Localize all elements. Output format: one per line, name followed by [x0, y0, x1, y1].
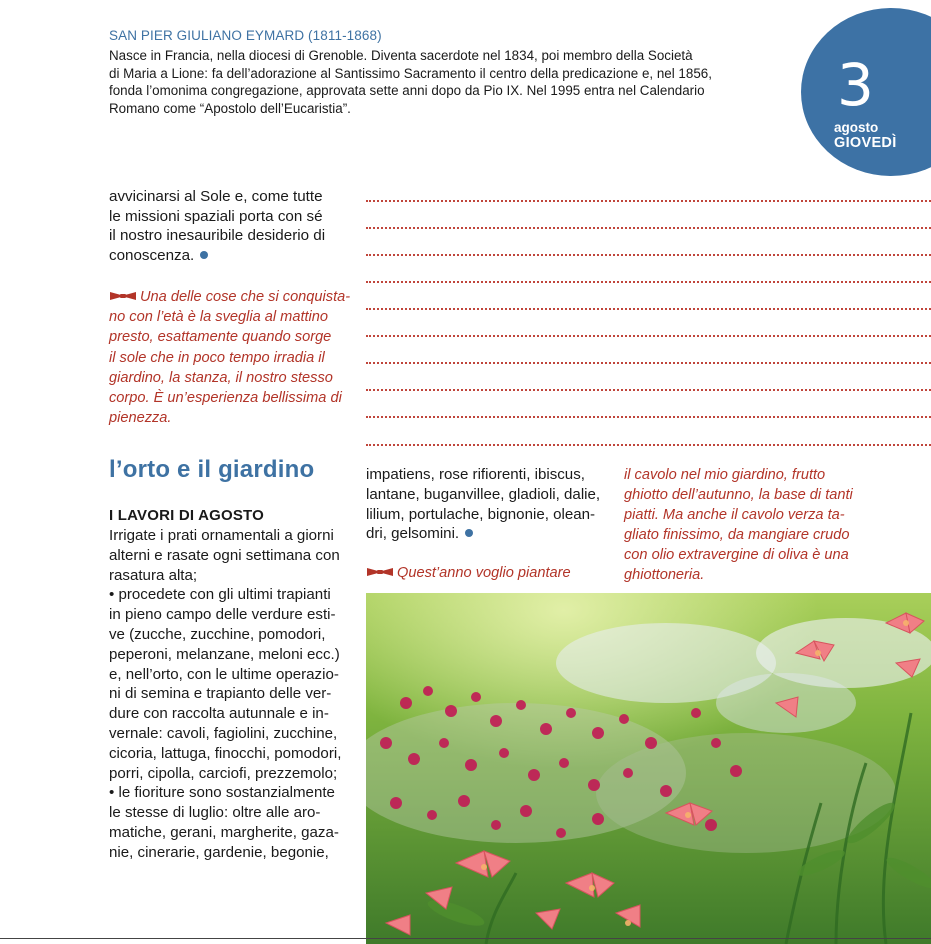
- note-line: [366, 227, 931, 229]
- note-line: [366, 362, 931, 364]
- text-line: peperoni, melanzane, meloni ecc.): [109, 645, 340, 663]
- text-line: [109, 246, 349, 266]
- bullet-dot-icon: [200, 251, 208, 259]
- quote-line: con olio extravergine di oliva è una: [624, 547, 849, 563]
- month-label: agosto: [834, 120, 879, 135]
- text-line: alterni e rasate ogni settimana con: [109, 546, 340, 564]
- note-line: [366, 200, 931, 202]
- saint-line: fonda l’omonima congregazione, approvata sette anni dopo da Pio IX. Nel 1995 entra nel Calendario: [109, 83, 705, 99]
- saint-heading: SAN PIER GIULIANO EYMARD (1811-1868): [109, 28, 382, 43]
- garden-flowers-illustration: [366, 593, 931, 944]
- text-line: porri, cipolla, carciofi, prezzemolo;: [109, 764, 338, 782]
- bullet-dot-icon: [465, 529, 473, 537]
- note-line: [366, 444, 931, 446]
- text-line: in pieno campo delle verdure esti-: [109, 606, 336, 624]
- quote-mid-content: Quest’anno voglio piantare: [397, 565, 571, 581]
- note-line: [366, 416, 931, 418]
- text-line: matiche, gerani, margherite, gaza-: [109, 823, 339, 841]
- intro-text: [109, 187, 349, 265]
- quote-line: il sole che in poco tempo irradia il: [109, 349, 325, 366]
- quote-line: il cavolo nel mio giardino, frutto: [624, 467, 826, 483]
- quote-line: pienezza.: [109, 410, 172, 427]
- subheading: I LAVORI DI AGOSTO: [109, 507, 264, 524]
- text-line: rasatura alta;: [109, 566, 198, 584]
- quote-line: ghiotto dell’autunno, la base di tanti: [624, 487, 853, 503]
- mid-text: [366, 465, 611, 544]
- note-line: [366, 389, 931, 391]
- text-line: dure con raccolta autunnale e in-: [109, 705, 329, 723]
- quote-line: [109, 287, 354, 307]
- text-line: e, nell’orto, con le ultime operazio-: [109, 665, 339, 683]
- text-line: cicoria, lattuga, finocchi, pomodori,: [109, 744, 342, 762]
- text-line: [366, 524, 611, 544]
- garden-flowers-photo: [366, 593, 931, 944]
- quote-line: no con l’età è la sveglia al mattino: [109, 309, 329, 326]
- note-line: [366, 335, 931, 337]
- bow-tie-icon: [366, 567, 394, 577]
- text-line: Irrigate i prati ornamentali a giorni: [109, 527, 334, 544]
- text-line: le missioni spaziali porta con sé: [109, 207, 323, 225]
- text-line: avvicinarsi al Sole e, come tutte: [109, 188, 323, 205]
- text-line: vernale: cavoli, fagiolini, zucchine,: [109, 724, 338, 742]
- quote-line: presto, esattamente quando sorge: [109, 329, 332, 346]
- text-line: le stesse di luglio: oltre alle aro-: [109, 804, 321, 822]
- text-line: • procedete con gli ultimi trapianti: [109, 586, 331, 604]
- bottom-rule: [0, 938, 931, 939]
- text-line: ni di semina e trapianto delle ver-: [109, 685, 332, 703]
- quote-left: [109, 287, 354, 428]
- note-line: [366, 254, 931, 256]
- saint-line: Nasce in Francia, nella diocesi di Grenoble. Diventa sacerdote nel 1834, poi membro della Società: [109, 48, 693, 63]
- day-number: 3: [837, 51, 874, 119]
- section-title: l’orto e il giardino: [109, 456, 315, 483]
- note-line: [366, 308, 931, 310]
- date-badge: [801, 8, 931, 176]
- quote-line: piatti. Ma anche il cavolo verza ta-: [624, 507, 845, 523]
- note-line: [366, 281, 931, 283]
- text-line: lantane, buganvillee, gladioli, dalie,: [366, 485, 601, 503]
- saint-description: [109, 47, 774, 117]
- saint-line: Romano come “Apostolo dell’Eucaristia”.: [109, 100, 351, 116]
- bow-tie-icon: [109, 291, 137, 301]
- text-line: impatiens, rose rifiorenti, ibiscus,: [366, 466, 585, 483]
- quote-line: gliato finissimo, da mangiare crudo: [624, 527, 850, 543]
- quote-mid: [366, 565, 571, 581]
- text-line: nie, cinerarie, gardenie, begonie,: [109, 843, 329, 861]
- quote-line: ghiottoneria.: [624, 567, 705, 583]
- text-line: ve (zucche, zucchine, pomodori,: [109, 625, 326, 643]
- main-text: [109, 526, 359, 863]
- saint-line: di Maria a Lione: fa dell’adorazione al Santissimo Sacramento il centro della predicazione e, nel 1856,: [109, 65, 712, 81]
- text-line: • le fioriture sono sostanzialmente: [109, 784, 335, 802]
- quote-line: corpo. È un’esperienza bellissima di: [109, 390, 342, 407]
- quote-line-content: Una delle cose che si conquista-: [140, 289, 351, 305]
- quote-line: giardino, la stanza, il nostro stesso: [109, 369, 333, 386]
- text-line-content: dri, gelsomini.: [366, 525, 460, 543]
- text-line: il nostro inesauribile desiderio di: [109, 227, 326, 244]
- quote-right: [624, 465, 929, 585]
- text-line-content: conoscenza.: [109, 246, 195, 264]
- weekday-label: GIOVEDÌ: [834, 135, 897, 151]
- text-line: lilium, portulache, bignonie, olean-: [366, 505, 596, 523]
